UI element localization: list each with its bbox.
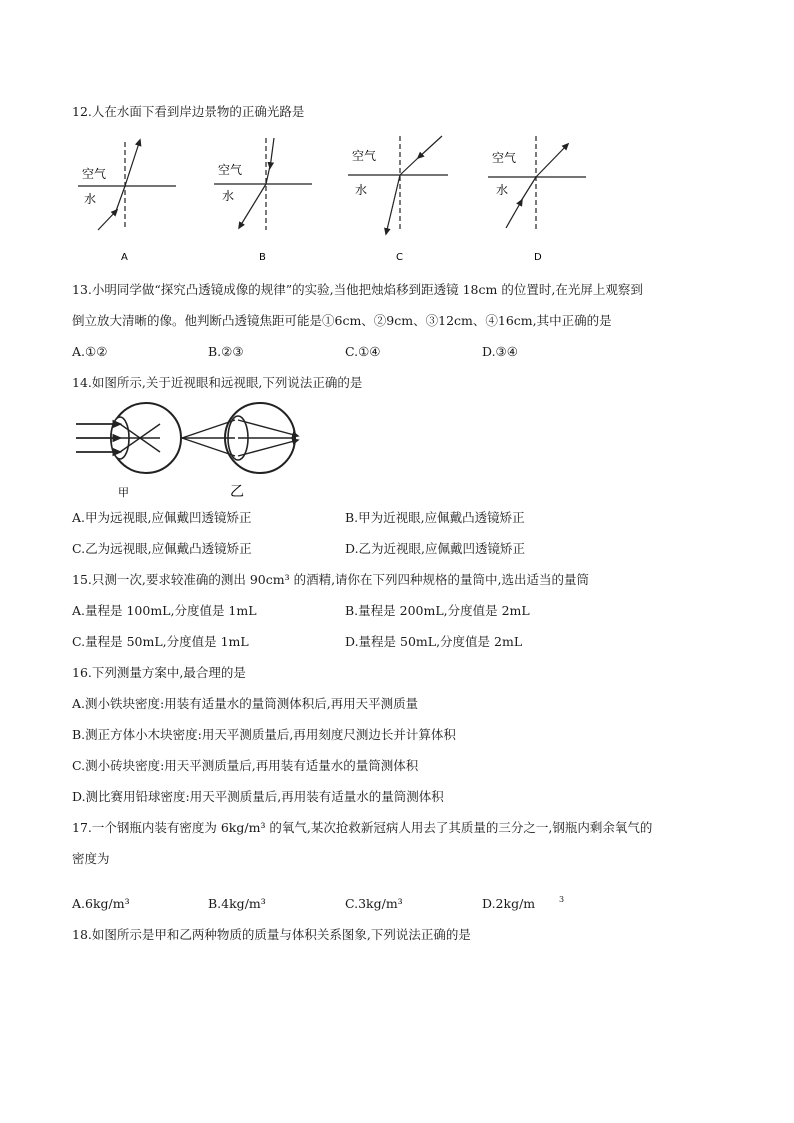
air-label-b: 空气 — [218, 163, 243, 177]
water-label-a: 水 — [84, 192, 97, 206]
q14-option-c: C.乙为远视眼,应佩戴凸透镜矫正 — [72, 541, 252, 556]
fig-label-yi: 乙 — [230, 484, 244, 500]
label-b: B — [259, 252, 266, 263]
q13-stem-line1: 13.小明同学做“探究凸透镜成像的规律”的实验,当他把烛焰移到距透镜 18cm 的位置时,在光屏上观察到 — [72, 282, 643, 297]
q12-figure-d — [486, 134, 590, 266]
water-label-d: 水 — [496, 183, 509, 197]
label-a: A — [121, 252, 128, 263]
diagram-b — [214, 138, 312, 263]
eye-yi — [182, 403, 298, 500]
water-label-b: 水 — [222, 189, 235, 203]
diagram-a — [78, 140, 176, 263]
q16-option-b: B.测正方体小木块密度:用天平测质量后,再用刻度尺测边长并计算体积 — [72, 727, 456, 742]
q13-option-b: B.②③ — [208, 344, 244, 359]
q14-option-b: B.甲为近视眼,应佩戴凸透镜矫正 — [345, 510, 525, 525]
q15-option-c: C.量程是 50mL,分度值是 1mL — [72, 634, 249, 649]
q16-option-c: C.测小砖块密度:用天平测质量后,再用装有适量水的量筒测体积 — [72, 758, 419, 773]
q13-option-d: D.③④ — [482, 344, 518, 359]
q13-option-a: A.①② — [72, 344, 108, 359]
q17-stem-line1: 17.一个钢瓶内装有密度为 6kg/m³ 的氧气,某次抢救新冠病人用去了其质量的三分之一,钢瓶内剩余氧气的 — [72, 820, 653, 835]
q15-option-b: B.量程是 200mL,分度值是 2mL — [345, 603, 530, 618]
q17-option-c: C.3kg/m³ — [345, 896, 403, 911]
q14-option-d: D.乙为近视眼,应佩戴凹透镜矫正 — [345, 541, 526, 556]
q16-option-a: A.测小铁块密度:用装有适量水的量筒测体积后,再用天平测质量 — [72, 696, 419, 711]
q15-stem: 15.只测一次,要求较准确的测出 90cm³ 的酒精,请你在下列四种规格的量筒中,选出适当的量筒 — [72, 572, 590, 587]
air-label-a: 空气 — [82, 167, 107, 181]
q17-option-d-superscript: 3 — [559, 895, 565, 904]
diagram-c — [348, 136, 448, 263]
air-label-d: 空气 — [492, 151, 517, 165]
q16-stem: 16.下列测量方案中,最合理的是 — [72, 665, 246, 680]
label-d: D — [534, 252, 542, 263]
q13-stem-line2: 倒立放大清晰的像。他判断凸透镜焦距可能是①6cm、②9cm、③12cm、④16cm,其中正确的是 — [72, 313, 612, 328]
fig-label-jia: 甲 — [118, 486, 129, 499]
q12-figure — [76, 134, 476, 266]
q14-figure — [70, 396, 310, 500]
diagram-d — [488, 136, 586, 263]
q15-option-d: D.量程是 50mL,分度值是 2mL — [345, 634, 523, 649]
q14-stem: 14.如图所示,关于近视眼和远视眼,下列说法正确的是 — [72, 375, 363, 390]
q14-option-a: A.甲为远视眼,应佩戴凹透镜矫正 — [72, 510, 252, 525]
air-label-c: 空气 — [352, 149, 377, 163]
q17-stem-line2: 密度为 — [72, 851, 110, 866]
q16-option-d: D.测比赛用铅球密度:用天平测质量后,再用装有适量水的量筒测体积 — [72, 789, 444, 804]
q13-option-c: C.①④ — [345, 344, 381, 359]
eye-jia — [76, 403, 181, 499]
q17-option-a: A.6kg/m³ — [72, 896, 130, 911]
q12-stem: 12.人在水面下看到岸边景物的正确光路是 — [72, 104, 305, 119]
q18-stem: 18.如图所示是甲和乙两种物质的质量与体积关系图象,下列说法正确的是 — [72, 927, 471, 942]
q15-option-a: A.量程是 100mL,分度值是 1mL — [72, 603, 257, 618]
q17-option-b: B.4kg/m³ — [208, 896, 266, 911]
label-c: C — [396, 252, 403, 263]
water-label-c: 水 — [355, 183, 368, 197]
q17-option-d: D.2kg/m — [482, 896, 536, 911]
